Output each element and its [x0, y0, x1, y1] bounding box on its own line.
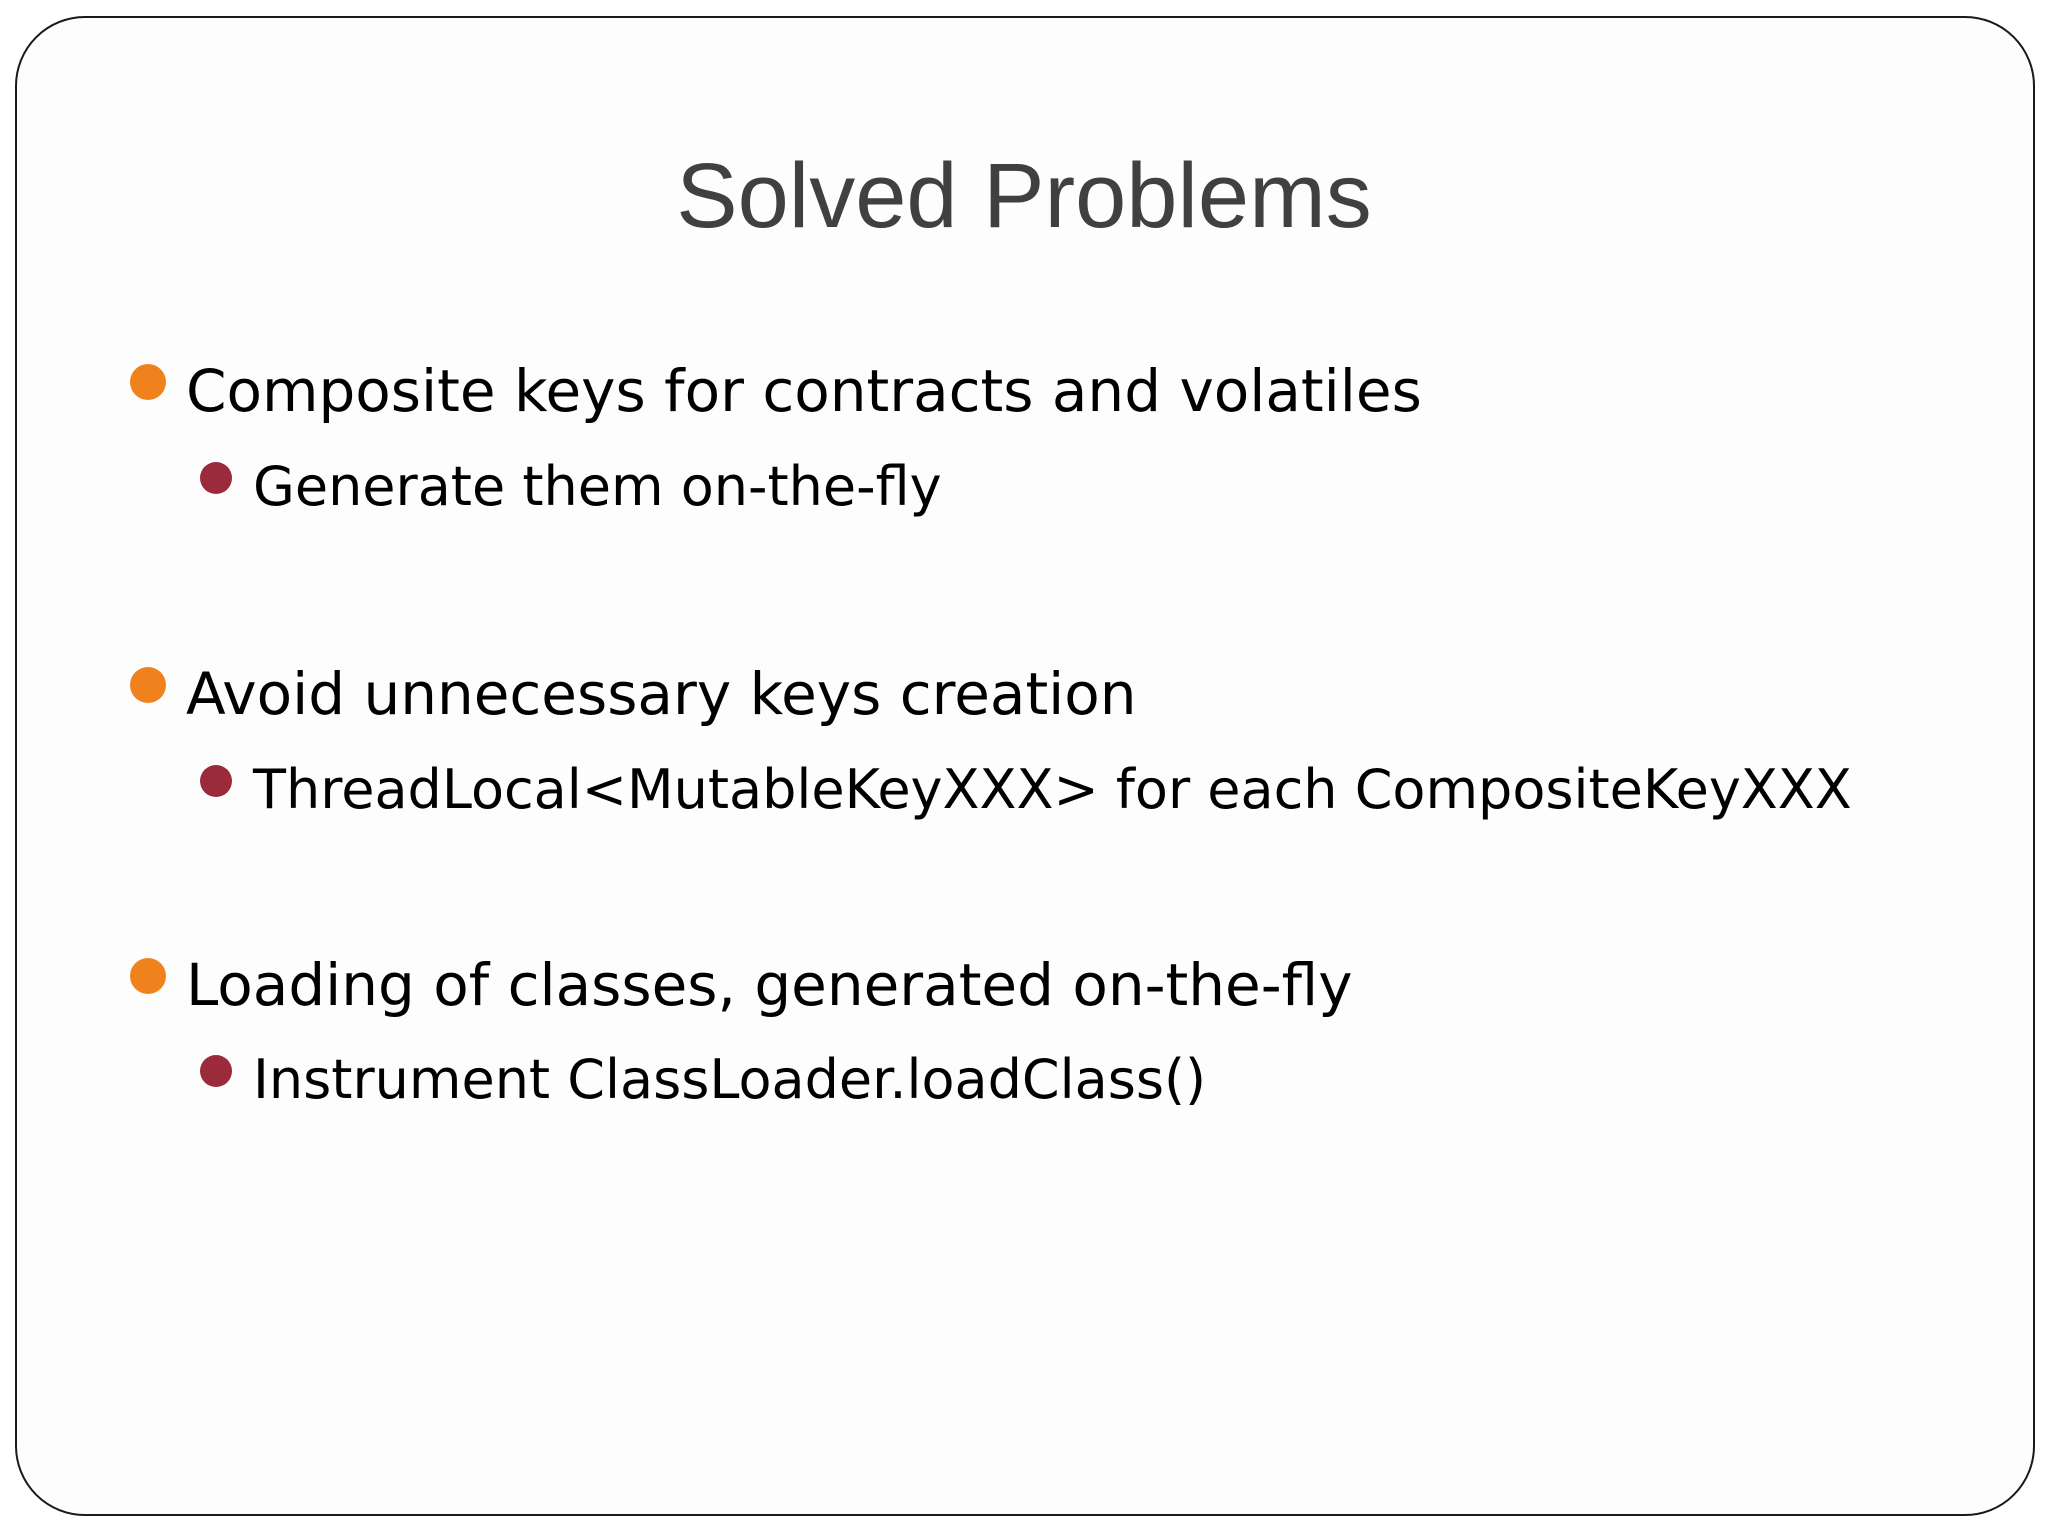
bullet-dot-icon — [130, 364, 166, 400]
bullet-item-1: Composite keys for contracts and volatiles — [186, 357, 1422, 425]
bullet-item-3: Loading of classes, generated on-the-fly — [186, 951, 1353, 1019]
bullet-item-2: Avoid unnecessary keys creation — [186, 660, 1137, 728]
sub-bullet-item-2: ThreadLocal<MutableKeyXXX> for each CompositeKeyXXX — [253, 758, 1852, 821]
sub-bullet-dot-icon — [200, 462, 232, 494]
sub-bullet-item-1: Generate them on-the-fly — [253, 455, 942, 518]
sub-bullet-item-3: Instrument ClassLoader.loadClass() — [253, 1048, 1207, 1111]
bullet-dot-icon — [130, 958, 166, 994]
sub-bullet-dot-icon — [200, 765, 232, 797]
bullet-dot-icon — [130, 667, 166, 703]
slide-title: Solved Problems — [676, 145, 1372, 247]
sub-bullet-dot-icon — [200, 1055, 232, 1087]
